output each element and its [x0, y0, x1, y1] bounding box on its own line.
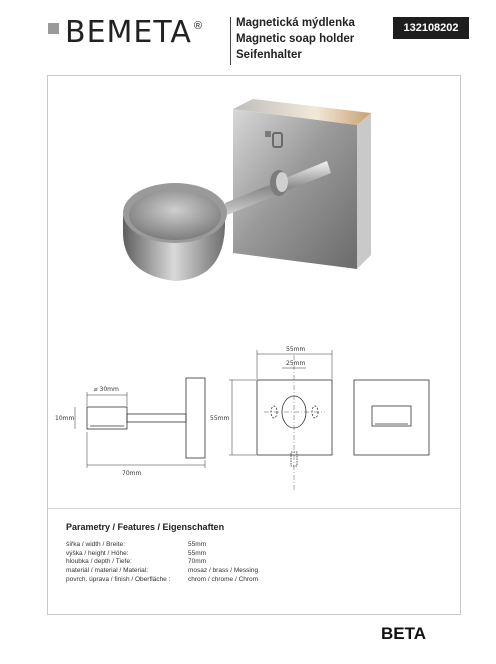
param-row [66, 558, 258, 567]
param-value: chrom / chrome / Chrom [188, 575, 259, 583]
product-name-en: Magnetic soap holder [236, 33, 355, 45]
dim-side-height: 10mm [55, 415, 75, 422]
params-title: Parametry / Features / Eigenschaften [66, 522, 225, 532]
param-value: mosaz / brass / Messing [188, 567, 259, 575]
params-table [66, 541, 258, 585]
dim-length: 70mm [122, 470, 142, 477]
param-row [66, 550, 258, 559]
param-row [66, 576, 258, 585]
brand-name: BEMETA [65, 15, 192, 50]
back-view [354, 380, 429, 455]
front-view [229, 350, 332, 490]
registered-mark: ® [193, 20, 203, 32]
soap-cup-inner [129, 190, 221, 240]
dim-front-inner: 25mm [286, 360, 306, 367]
param-value: 55mm [188, 549, 207, 557]
param-label: výška / height / Höhe: [66, 549, 129, 557]
param-value: 70mm [188, 558, 207, 566]
wall-plate-side [357, 113, 371, 269]
product-photo [65, 95, 375, 300]
param-label: materiál / material / Material: [66, 567, 148, 575]
product-name-cz: Magnetická mýdlenka [236, 17, 355, 29]
param-label: povrch. úprava / finish / Oberfläche : [66, 575, 171, 583]
header-divider [230, 17, 231, 65]
section-divider [48, 508, 460, 509]
product-names [236, 15, 355, 63]
dim-front-height: 55mm [210, 415, 230, 422]
dim-diameter: ⌀ 30mm [94, 386, 119, 393]
param-row [66, 541, 258, 550]
param-label: hloubka / depth / Tiefe: [66, 558, 132, 566]
brand-logo [48, 15, 203, 50]
param-value: 55mm [188, 541, 207, 548]
param-label: šířka / width / Breite: [66, 541, 125, 548]
logo-square-icon [48, 23, 59, 34]
technical-drawing [50, 340, 450, 490]
wall-plate [233, 109, 357, 269]
product-name-de: Seifenhalter [236, 49, 302, 61]
param-row [66, 567, 258, 576]
product-code-badge: 132108202 [393, 17, 469, 39]
dim-front-width: 55mm [286, 346, 306, 353]
product-series-name: BETA [381, 624, 427, 643]
